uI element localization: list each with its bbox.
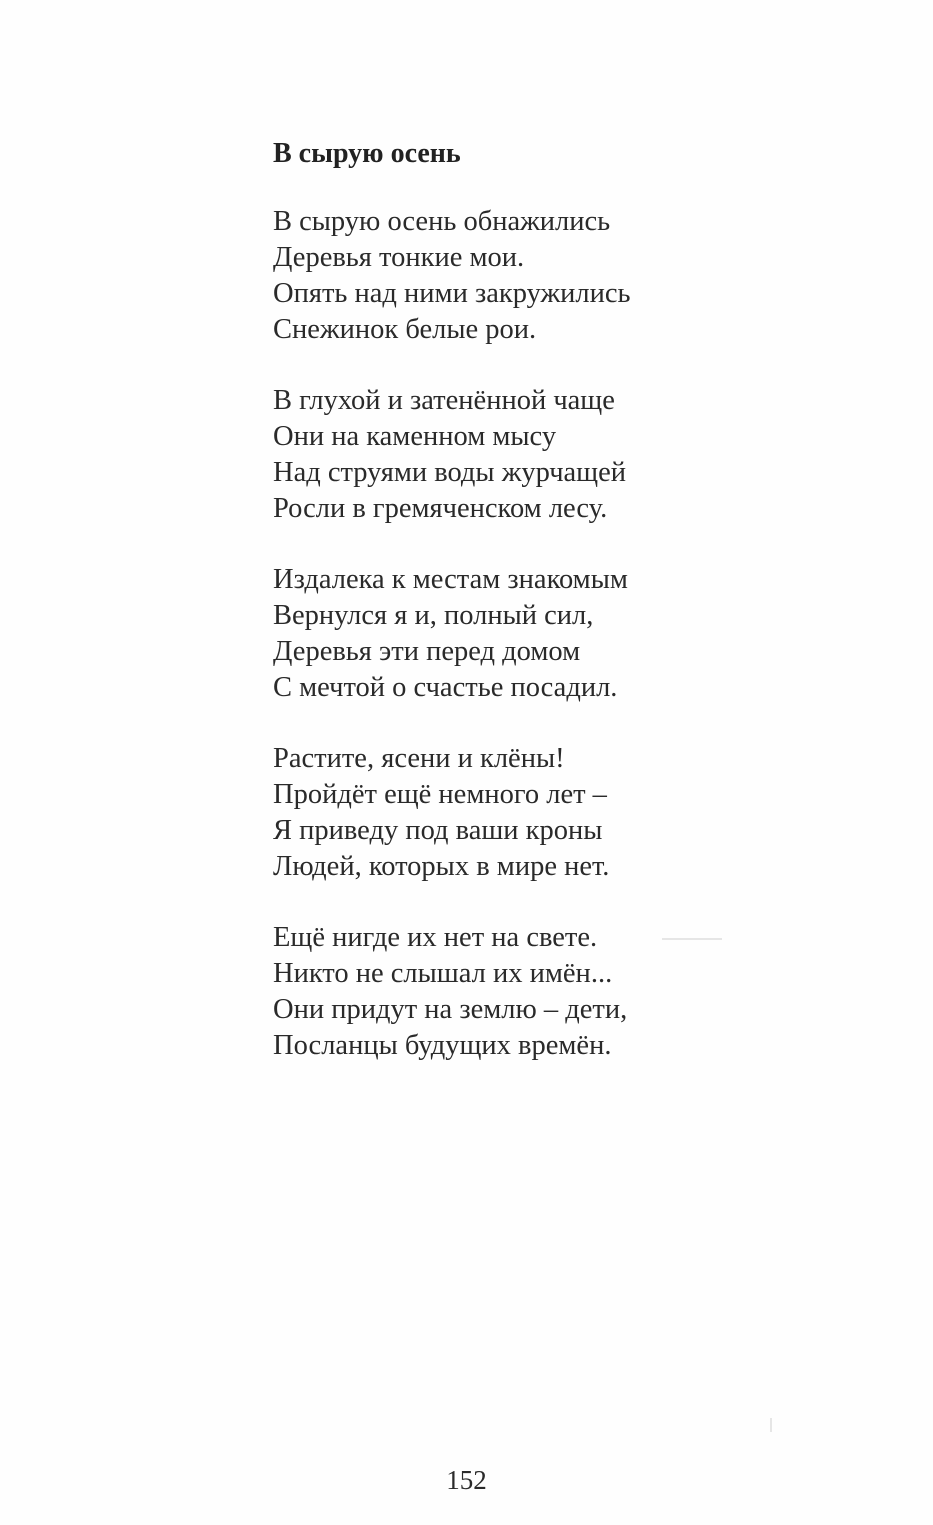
poem-line: В глухой и затенённой чаще xyxy=(273,385,615,416)
poem-line: Над струями воды журчащей xyxy=(273,457,627,488)
poem-line: Издалека к местам знакомым xyxy=(273,564,628,595)
poem-line: Деревья эти перед домом xyxy=(273,636,581,667)
poem-line: Деревья тонкие мои. xyxy=(273,242,525,273)
poem-line: Вернулся я и, полный сил, xyxy=(273,600,594,631)
poem xyxy=(273,134,833,1099)
poem-line: Опять над ними закружились xyxy=(273,278,631,309)
poem-line: Людей, которых в мире нет. xyxy=(273,851,610,882)
stanza-5 xyxy=(273,920,833,1064)
poem-title: В сырую осень xyxy=(273,138,461,169)
poem-line: С мечтой о счастье посадил. xyxy=(273,672,618,703)
poem-line: Никто не слышал их имён... xyxy=(273,958,613,989)
stanza-4 xyxy=(273,741,833,885)
stanza-3 xyxy=(273,562,833,706)
poem-line: Ещё нигде их нет на свете. xyxy=(273,922,598,953)
poem-line: Они на каменном мысу xyxy=(273,421,557,452)
scan-artifact xyxy=(662,938,722,940)
stanza-1 xyxy=(273,204,833,348)
poem-line: Я приведу под ваши кроны xyxy=(273,815,603,846)
poem-line: Они придут на землю – дети, xyxy=(273,994,628,1025)
poem-line: Растите, ясени и клёны! xyxy=(273,743,565,774)
poem-line: Пройдёт ещё немного лет – xyxy=(273,779,607,810)
page-number: 152 xyxy=(446,1465,487,1495)
poem-line: Посланцы будущих времён. xyxy=(273,1030,612,1061)
poem-line: Росли в гремяченском лесу. xyxy=(273,493,608,524)
poem-line: Снежинок белые рои. xyxy=(273,314,537,345)
stanza-2 xyxy=(273,383,833,527)
poem-line: В сырую осень обнажились xyxy=(273,206,611,237)
scan-artifact xyxy=(770,1418,772,1432)
